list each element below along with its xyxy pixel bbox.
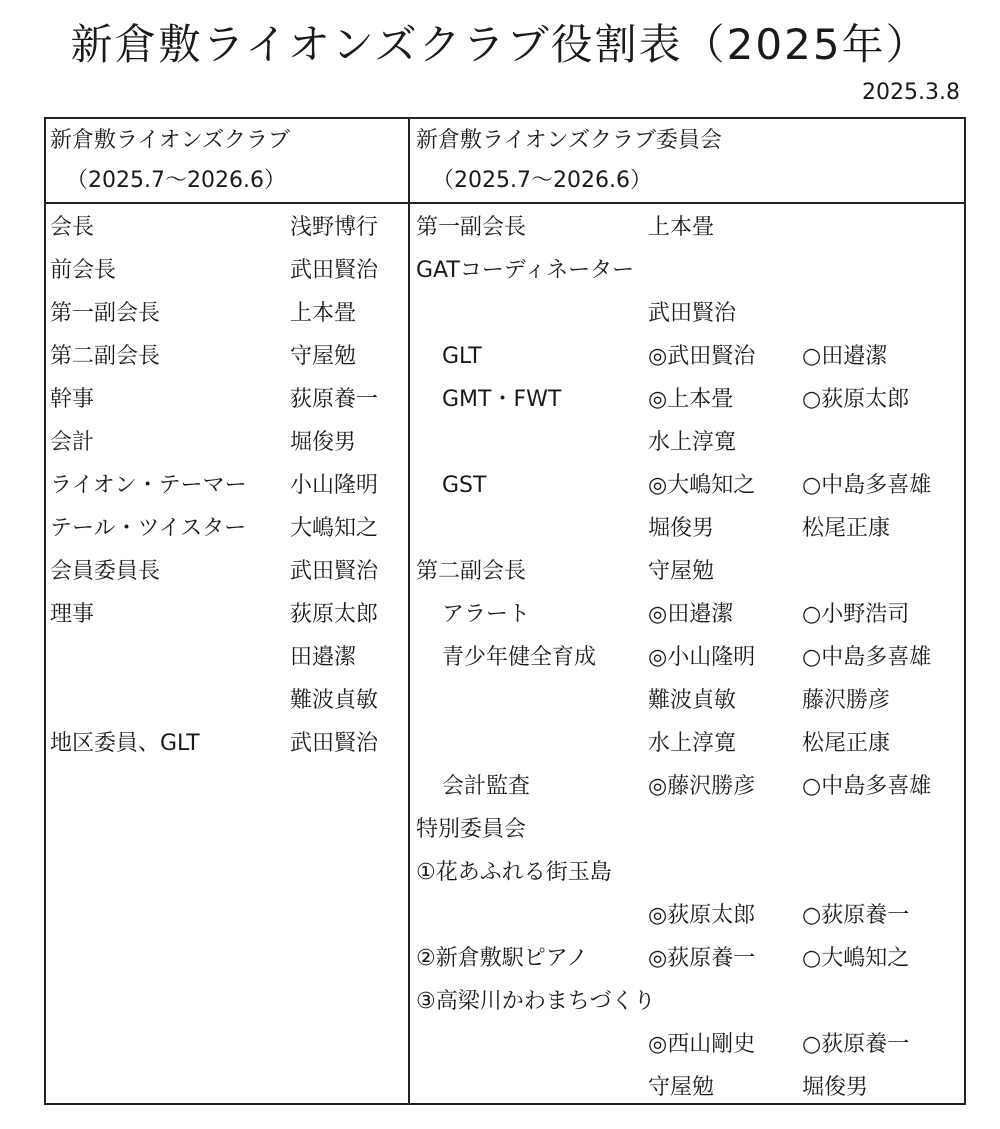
committee-member-primary: ◎田邉潔 <box>648 602 734 627</box>
committee-role: GATコーディネーター <box>416 258 635 283</box>
committee-role: 特別委員会 <box>416 817 527 842</box>
committee-member-primary: ◎藤沢勝彦 <box>648 774 756 799</box>
right-header-title: 新倉敷ライオンズクラブ委員会 <box>416 128 723 153</box>
committee-member-secondary: 松尾正康 <box>802 516 891 541</box>
officer-role: 会長 <box>50 215 95 240</box>
committee-role: ①花あふれる街玉島 <box>416 860 612 885</box>
officer-name: 難波貞敏 <box>290 688 379 713</box>
committee-member-primary: ◎上本畳 <box>648 387 734 412</box>
header-divider <box>46 202 964 204</box>
officer-name: 武田賢治 <box>290 559 379 584</box>
committee-member-primary: ◎武田賢治 <box>648 344 756 369</box>
committee-member-primary: 堀俊男 <box>648 516 715 541</box>
officer-name: 武田賢治 <box>290 258 379 283</box>
officer-name: 大嶋知之 <box>290 516 379 541</box>
officer-name: 荻原太郎 <box>290 602 379 627</box>
committee-role: 会計監査 <box>442 774 531 799</box>
committee-member-primary: 水上淳寛 <box>648 731 737 756</box>
committee-member-secondary: 松尾正康 <box>802 731 891 756</box>
left-header-period: （2025.7～2026.6） <box>66 168 286 193</box>
committee-member-secondary: ○小野浩司 <box>802 602 910 627</box>
committee-role: ②新倉敷駅ピアノ <box>416 946 588 971</box>
committee-member-secondary: 堀俊男 <box>802 1075 869 1100</box>
committee-member-primary: ◎荻原太郎 <box>648 903 756 928</box>
column-divider <box>408 119 410 1103</box>
officer-role: 理事 <box>50 602 95 627</box>
officer-name: 荻原養一 <box>290 387 379 412</box>
committee-member-secondary: ○中島多喜雄 <box>802 645 932 670</box>
officer-name: 守屋勉 <box>290 344 357 369</box>
committee-member-secondary: ○中島多喜雄 <box>802 774 932 799</box>
committee-member-primary: ◎小山隆明 <box>648 645 756 670</box>
committee-role: GLT <box>442 344 482 369</box>
officer-role: 幹事 <box>50 387 95 412</box>
document-date: 2025.3.8 <box>862 80 960 105</box>
officer-role: ライオン・テーマー <box>50 473 247 498</box>
officer-name: 浅野博行 <box>290 215 379 240</box>
officer-role: 前会長 <box>50 258 117 283</box>
officer-role: 第二副会長 <box>50 344 161 369</box>
left-header-title: 新倉敷ライオンズクラブ <box>50 128 291 153</box>
right-header <box>416 121 722 201</box>
page-title: 新倉敷ライオンズクラブ役割表（2025年） <box>70 20 930 69</box>
committee-role: 第二副会長 <box>416 559 527 584</box>
officer-name: 堀俊男 <box>290 430 357 455</box>
committee-member-primary: 守屋勉 <box>648 1075 715 1100</box>
officer-name: 武田賢治 <box>290 731 379 756</box>
officer-role: 地区委員、GLT <box>50 731 200 756</box>
committee-role: アラート <box>442 602 531 627</box>
committee-member-secondary: 藤沢勝彦 <box>802 688 891 713</box>
officer-role: テール・ツイスター <box>50 516 247 541</box>
committee-role: 青少年健全育成 <box>442 645 597 670</box>
officer-role: 会計 <box>50 430 95 455</box>
committee-member-primary: 上本畳 <box>648 215 715 240</box>
committee-member-primary: 難波貞敏 <box>648 688 737 713</box>
right-header-period: （2025.7～2026.6） <box>432 168 652 193</box>
officer-role: 会員委員長 <box>50 559 161 584</box>
committee-member-primary: ◎西山剛史 <box>648 1032 756 1057</box>
committee-member-primary: 水上淳寛 <box>648 430 737 455</box>
role-table <box>44 117 966 1105</box>
officer-name: 上本畳 <box>290 301 357 326</box>
committee-member-primary: 守屋勉 <box>648 559 715 584</box>
committee-member-secondary: ○大嶋知之 <box>802 946 910 971</box>
committee-role: GMT・FWT <box>442 387 562 412</box>
left-header <box>50 121 290 201</box>
committee-member-secondary: ○荻原養一 <box>802 903 910 928</box>
committee-member-primary: ◎荻原養一 <box>648 946 756 971</box>
committee-role: 第一副会長 <box>416 215 527 240</box>
committee-member-primary: ◎大嶋知之 <box>648 473 756 498</box>
officer-name: 小山隆明 <box>290 473 379 498</box>
committee-member-secondary: ○荻原太郎 <box>802 387 910 412</box>
committee-role: GST <box>442 473 487 498</box>
committee-member-secondary: ○荻原養一 <box>802 1032 910 1057</box>
officer-role: 第一副会長 <box>50 301 161 326</box>
committee-role: ③高梁川かわまちづくり <box>416 989 656 1014</box>
committee-member-secondary: ○中島多喜雄 <box>802 473 932 498</box>
officer-name: 田邉潔 <box>290 645 357 670</box>
committee-member-primary: 武田賢治 <box>648 301 737 326</box>
committee-member-secondary: ○田邉潔 <box>802 344 888 369</box>
